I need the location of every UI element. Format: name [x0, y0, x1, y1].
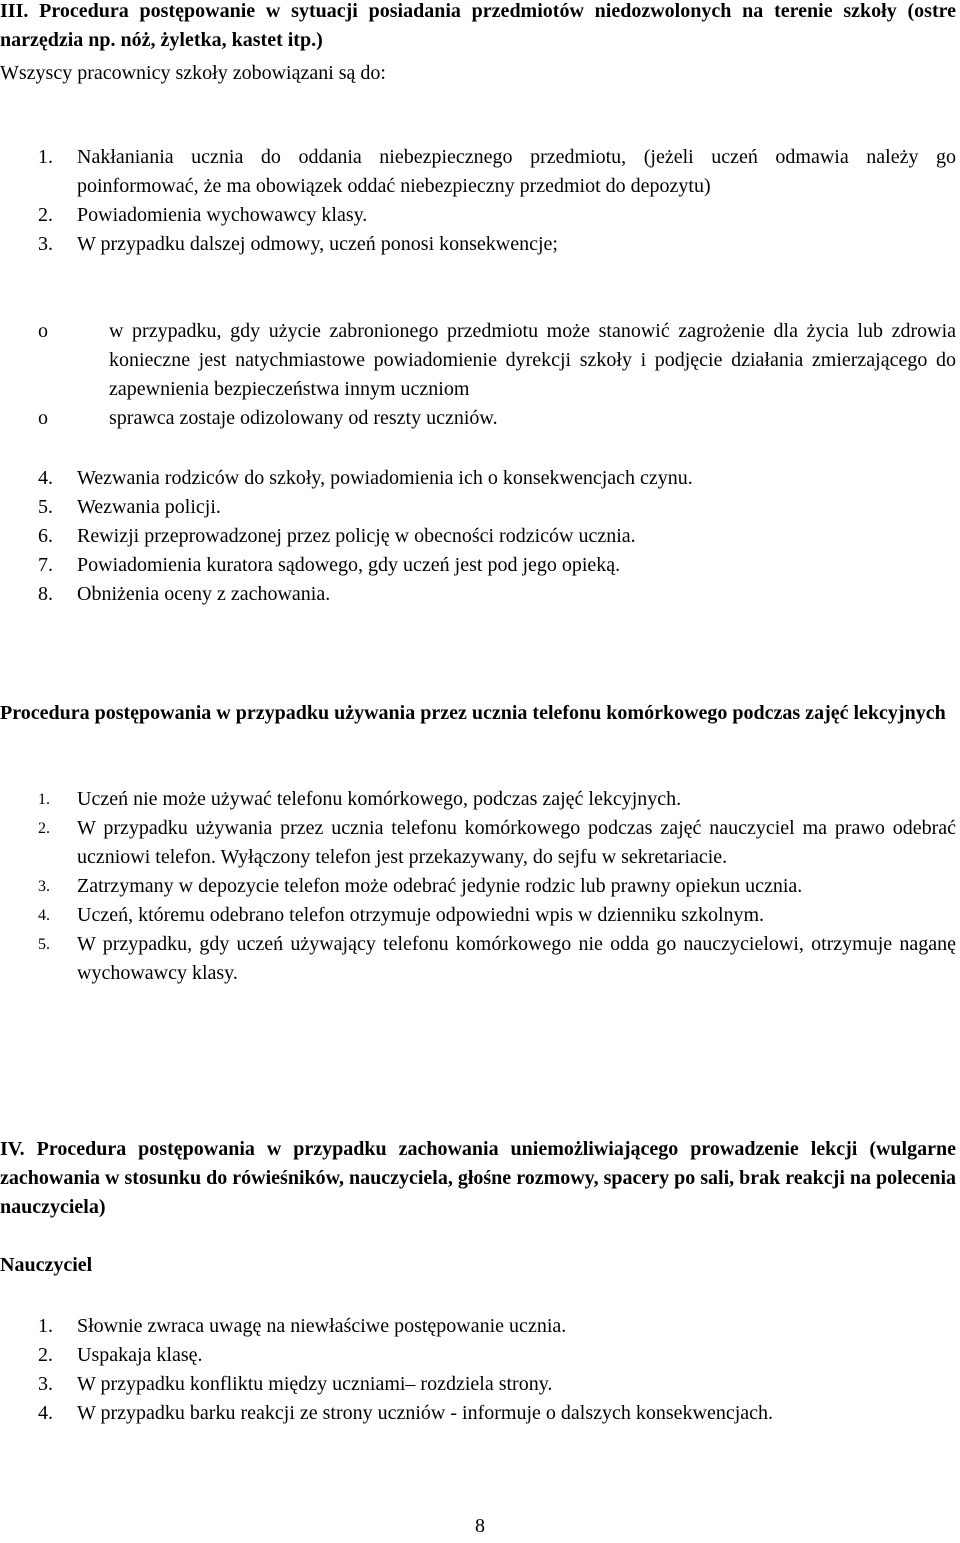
list-item — [0, 551, 956, 580]
section-4-list — [0, 1312, 956, 1428]
list-number: 5. — [38, 496, 53, 518]
bullet-marker: o — [38, 320, 48, 342]
list-item — [0, 464, 956, 493]
list-number: 5. — [38, 936, 50, 953]
list-item — [0, 1341, 956, 1370]
list-item-text: Nakłaniania ucznia do oddania niebezpiecznego przedmiotu, (jeżeli uczeń odmawia należy go poinformować, że ma obowiązek oddać niebezpieczny przedmiot do depozytu) — [77, 146, 956, 197]
list-item — [0, 814, 956, 872]
list-number: 2. — [38, 1344, 53, 1366]
list-item — [0, 785, 956, 814]
list-item-text: Obniżenia oceny z zachowania. — [77, 583, 331, 605]
list-item — [0, 522, 956, 551]
list-number: 3. — [38, 1373, 53, 1395]
list-item-text: Zatrzymany w depozycie telefon może odebrać jedynie rodzic lub prawny opiekun ucznia. — [77, 875, 803, 897]
list-item-text: Rewizji przeprowadzonej przez policję w obecności rodziców ucznia. — [77, 525, 636, 547]
list-item — [0, 143, 956, 201]
list-item — [0, 230, 956, 259]
section-4-subheading: Nauczyciel — [0, 1254, 93, 1276]
list-item-text: W przypadku konfliktu między uczniami– rozdziela strony. — [77, 1373, 553, 1395]
sub-list-item — [0, 317, 956, 404]
section-3-sublist — [0, 317, 956, 433]
list-number: 2. — [38, 820, 50, 837]
list-number: 7. — [38, 554, 53, 576]
list-item-text: Wezwania rodziców do szkoły, powiadomienia ich o konsekwencjach czynu. — [77, 467, 693, 489]
list-number: 3. — [38, 878, 50, 895]
list-item — [0, 930, 956, 988]
list-item-text: Uczeń nie może używać telefonu komórkowego, podczas zajęć lekcyjnych. — [77, 788, 682, 810]
section-4-heading: IV. Procedura postępowania w przypadku zachowania uniemożliwiającego prowadzenie lekcji (wulgarne zachowania w stosunku do rówieśników, nauczyciela, głośne rozmowy, spacery po sali, brak reakcji na polecenia nauczyciela) — [0, 1138, 956, 1218]
list-number: 4. — [38, 907, 50, 924]
section-3-list-continued — [0, 464, 956, 609]
list-item — [0, 1312, 956, 1341]
list-number: 6. — [38, 525, 53, 547]
list-item-text: Powiadomienia kuratora sądowego, gdy uczeń jest pod jego opieką. — [77, 554, 621, 576]
sub-list-item — [0, 404, 956, 433]
list-number: 1. — [38, 1315, 53, 1337]
page-number: 8 — [475, 1515, 485, 1537]
section-3-intro: Wszyscy pracownicy szkoły zobowiązani są do: — [0, 62, 386, 84]
list-number: 8. — [38, 583, 53, 605]
list-item — [0, 1370, 956, 1399]
sub-list-item-text: sprawca zostaje odizolowany od reszty uczniów. — [109, 407, 498, 429]
list-item-text: W przypadku używania przez ucznia telefonu komórkowego podczas zajęć nauczyciel ma prawo odebrać uczniowi telefon. Wyłączony telefon jest przekazywany, do sejfu w sekretariacie. — [77, 817, 956, 868]
phone-procedure-list — [0, 785, 956, 988]
list-number: 2. — [38, 204, 53, 226]
list-item-text: W przypadku, gdy uczeń używający telefonu komórkowego nie odda go nauczycielowi, otrzymuje naganę wychowawcy klasy. — [77, 933, 956, 984]
list-item — [0, 1399, 956, 1428]
list-item — [0, 872, 956, 901]
list-item-text: Uczeń, któremu odebrano telefon otrzymuje odpowiedni wpis w dzienniku szkolnym. — [77, 904, 765, 926]
list-item-text: Słownie zwraca uwagę na niewłaściwe postępowanie ucznia. — [77, 1315, 567, 1337]
list-number: 4. — [38, 467, 53, 489]
section-3-list — [0, 143, 956, 259]
list-item — [0, 493, 956, 522]
list-item — [0, 580, 956, 609]
sub-list-item-text: w przypadku, gdy użycie zabronionego przedmiotu może stanowić zagrożenie dla życia lub zdrowia konieczne jest natychmiastowe powiadomienie dyrekcji szkoły i podjęcie działania zmierzającego do zapewnienia bezpieczeństwa innym uczniom — [109, 320, 956, 400]
list-item-text: W przypadku dalszej odmowy, uczeń ponosi konsekwencje; — [77, 233, 558, 255]
bullet-marker: o — [38, 407, 48, 429]
list-number: 3. — [38, 233, 53, 255]
list-item-text: Powiadomienia wychowawcy klasy. — [77, 204, 368, 226]
list-item — [0, 901, 956, 930]
list-item-text: Wezwania policji. — [77, 496, 221, 518]
section-3-heading: III. Procedura postępowanie w sytuacji posiadania przedmiotów niedozwolonych na terenie szkoły (ostre narzędzia np. nóż, żyletka, kastet itp.) — [0, 0, 956, 51]
list-number: 1. — [38, 791, 50, 808]
list-item-text: Uspakaja klasę. — [77, 1344, 203, 1366]
list-number: 1. — [38, 146, 53, 168]
list-number: 4. — [38, 1402, 53, 1424]
list-item-text: W przypadku barku reakcji ze strony uczniów - informuje o dalszych konsekwencjach. — [77, 1402, 774, 1424]
list-item — [0, 201, 956, 230]
phone-procedure-heading: Procedura postępowania w przypadku używania przez ucznia telefonu komórkowego podczas zajęć lekcyjnych — [0, 702, 946, 724]
